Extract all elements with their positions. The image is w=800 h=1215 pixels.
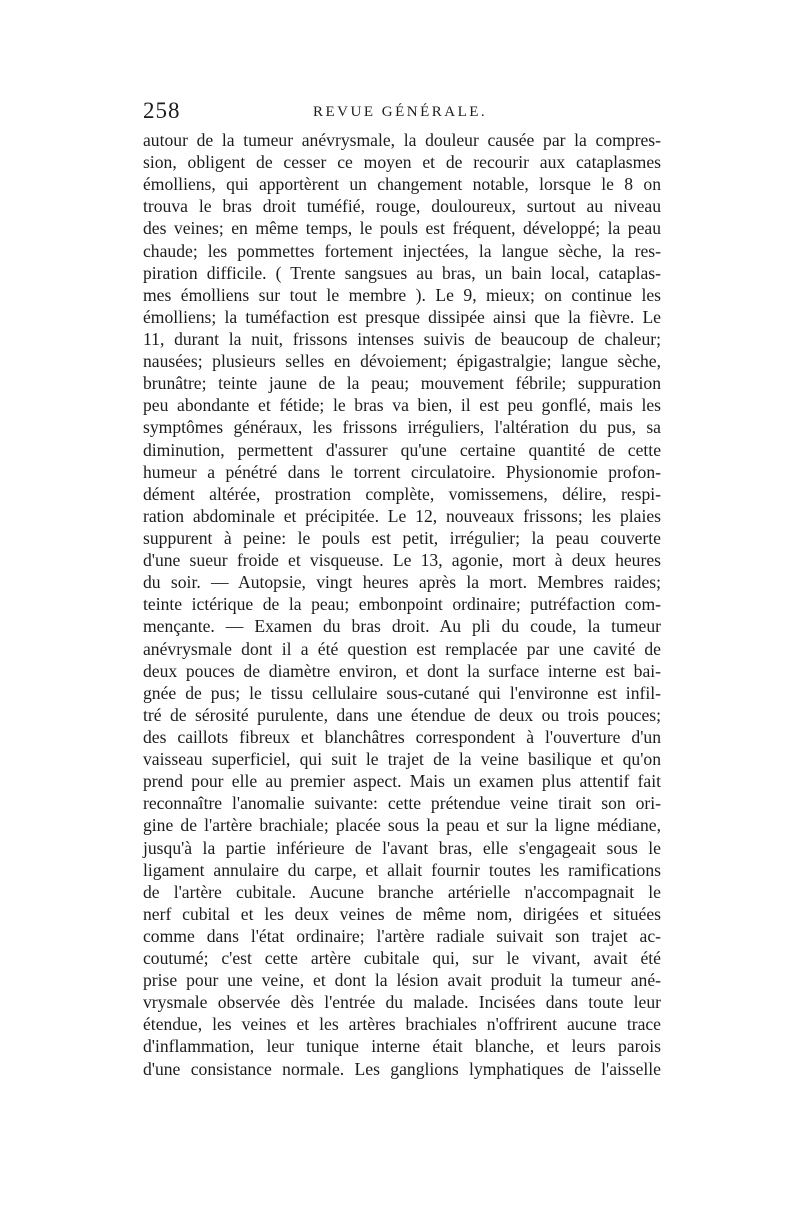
text-line — [143, 1013, 661, 1035]
text-line — [143, 814, 661, 836]
text-segment: d'inflammation, leur tunique interne était blanche, et leurs parois — [143, 1036, 661, 1057]
text-segment: dément altérée, prostration complète, vomissemens, délire, respi- — [143, 483, 661, 504]
text-segment: mençante. — — [143, 616, 255, 637]
text-segment: brunâtre; teinte jaune de la peau; mouvement fébrile; suppuration — [143, 373, 661, 394]
text-segment: ligament annulaire du carpe, et allait fournir toutes les ramifications — [143, 859, 661, 880]
text-segment: d'une sueur froide et visqueuse. Le 13, agonie, mort à deux heures — [143, 550, 661, 571]
text-segment: , qui apportèrent un changement notable, lorsque le 8 on — [211, 174, 661, 195]
text-segment: reconnaître l'anomalie suivante: cette prétendue veine tirait son ori- — [143, 793, 661, 814]
text-line — [143, 837, 661, 859]
text-line — [143, 217, 661, 239]
italic-text: Examen du bras droit. — [254, 616, 430, 637]
text-segment: vaisseau superficiel, qui suit le trajet de la veine basilique et qu'on — [143, 749, 661, 770]
text-line — [143, 284, 661, 306]
text-line — [143, 593, 661, 615]
text-line — [143, 638, 661, 660]
text-line — [143, 704, 661, 726]
text-segment: piration difficile. ( — [143, 262, 291, 283]
text-line — [143, 394, 661, 416]
text-segment: 11, durant la nuit, frissons intenses suivis de beaucoup de chaleur; — [143, 328, 661, 349]
text-line — [143, 483, 661, 505]
text-line — [143, 505, 661, 527]
italic-text: cataplasmes — [576, 152, 661, 173]
text-segment: autour de la tumeur anévrysmale, la douleur causée par la compres- — [143, 130, 661, 150]
body-text — [143, 129, 661, 1080]
text-segment: Membres raides; — [527, 572, 661, 593]
text-segment: gnée de pus; le tissu cellulaire sous-cutané qui l'environne est infil- — [143, 682, 661, 703]
text-segment: suppurent à peine: le pouls est petit, irrégulier; la peau couverte — [143, 527, 661, 548]
text-segment: humeur a pénétré dans le torrent circulatoire. Physionomie profon- — [143, 461, 661, 482]
text-line — [143, 461, 661, 483]
text-segment: sion, obligent de cesser ce moyen et de recourir aux — [143, 152, 576, 173]
text-segment: anévrysmale dont il a été question est remplacée par une cavité de — [143, 638, 661, 659]
text-line — [143, 549, 661, 571]
text-segment: des caillots fibreux et blanchâtres correspondent à l'ouverture d'un — [143, 726, 661, 747]
text-line — [143, 262, 661, 284]
text-line — [143, 615, 661, 637]
text-line — [143, 660, 661, 682]
text-line — [143, 350, 661, 372]
page-number: 258 — [143, 98, 181, 123]
text-segment: ration abdominale et précipitée. Le 12, nouveaux frissons; les plaies — [143, 505, 661, 526]
text-line — [143, 1035, 661, 1057]
text-segment: diminution, permettent d'assurer qu'une certaine quantité de cette — [143, 439, 661, 460]
italic-text: Autopsie, vingt heures après la mort. — [237, 572, 528, 593]
text-line — [143, 151, 661, 173]
text-line — [143, 173, 661, 195]
text-line — [143, 527, 661, 549]
text-segment: vrysmale observée dès l'entrée du malade. Incisées dans toute leur — [143, 992, 661, 1013]
text-segment: trouva le bras droit tuméfié, rouge, douloureux, surtout au niveau — [143, 196, 661, 217]
text-segment: teinte ictérique de la peau; embonpoint ordinaire; putréfaction com- — [143, 594, 661, 615]
text-line — [143, 682, 661, 704]
text-line — [143, 328, 661, 350]
italic-text: émolliens — [143, 174, 212, 195]
text-segment: du soir. — — [143, 572, 238, 593]
text-segment: d'une consistance normale. Les ganglions lymphatiques de l'aisselle — [143, 1058, 661, 1079]
text-segment: étendue, les veines et les artères brachiales n'offrirent aucune trace — [143, 1014, 661, 1035]
text-segment: gine de l'artère brachiale; placée sous la peau et sur la ligne médiane, — [143, 815, 661, 836]
text-line — [143, 748, 661, 770]
text-line — [143, 859, 661, 881]
text-segment: ). Le 9, mieux; on continue les — [406, 284, 661, 305]
text-line — [143, 129, 661, 151]
text-line — [143, 306, 661, 328]
text-line — [143, 947, 661, 969]
text-line — [143, 439, 661, 461]
text-line — [143, 571, 661, 593]
italic-text: mes émolliens sur tout le membre — [143, 284, 407, 305]
text-segment: peu abondante et fétide; le bras va bien, il est peu gonflé, mais les — [143, 395, 661, 416]
text-segment: tré de sérosité purulente, dans une étendue de deux ou trois pouces; — [143, 704, 661, 725]
text-line — [143, 881, 661, 903]
text-segment: nausées; plusieurs selles en dévoiement; épigastralgie; langue sèche, — [143, 351, 661, 372]
text-line — [143, 195, 661, 217]
text-segment: nerf cubital et les deux veines de même nom, dirigées et situées — [143, 903, 661, 924]
text-line — [143, 925, 661, 947]
text-line — [143, 1058, 661, 1080]
text-line — [143, 770, 661, 792]
text-segment: chaude; les pommettes fortement injectées, la langue sèche, la res- — [143, 240, 661, 261]
text-line — [143, 969, 661, 991]
text-segment: coutumé; c'est cette artère cubitale qui, sur le vivant, avait été — [143, 948, 661, 969]
running-head: REVUE GÉNÉRALE. — [313, 104, 488, 120]
text-segment: jusqu'à la partie inférieure de l'avant bras, elle s'engageait sous le — [143, 837, 661, 858]
text-segment: symptômes généraux, les frissons irréguliers, l'altération du pus, sa — [143, 417, 661, 438]
text-line — [143, 726, 661, 748]
text-segment: émolliens; la tuméfaction est presque dissipée ainsi que la fièvre. Le — [143, 306, 661, 327]
text-line — [143, 240, 661, 262]
text-segment: prend pour elle au premier aspect. Mais un examen plus attentif fait — [143, 771, 661, 792]
text-segment: comme dans l'état ordinaire; l'artère radiale suivait son trajet ac- — [143, 925, 661, 946]
page-header — [143, 96, 661, 126]
text-line — [143, 792, 661, 814]
text-line — [143, 991, 661, 1013]
text-segment: prise pour une veine, et dont la lésion avait produit la tumeur ané- — [143, 970, 661, 991]
text-segment: Au pli du coude, la tumeur — [429, 616, 661, 637]
text-line — [143, 372, 661, 394]
italic-text: Trente sangsues au bras, un bain local, cataplas- — [290, 262, 661, 283]
text-line — [143, 416, 661, 438]
text-segment: des veines; en même temps, le pouls est fréquent, développé; la peau — [143, 218, 661, 239]
text-line — [143, 903, 661, 925]
text-segment: deux pouces de diamètre environ, et dont la surface interne est bai- — [143, 660, 661, 681]
text-segment: de l'artère cubitale. Aucune branche artérielle n'accompagnait le — [143, 881, 661, 902]
